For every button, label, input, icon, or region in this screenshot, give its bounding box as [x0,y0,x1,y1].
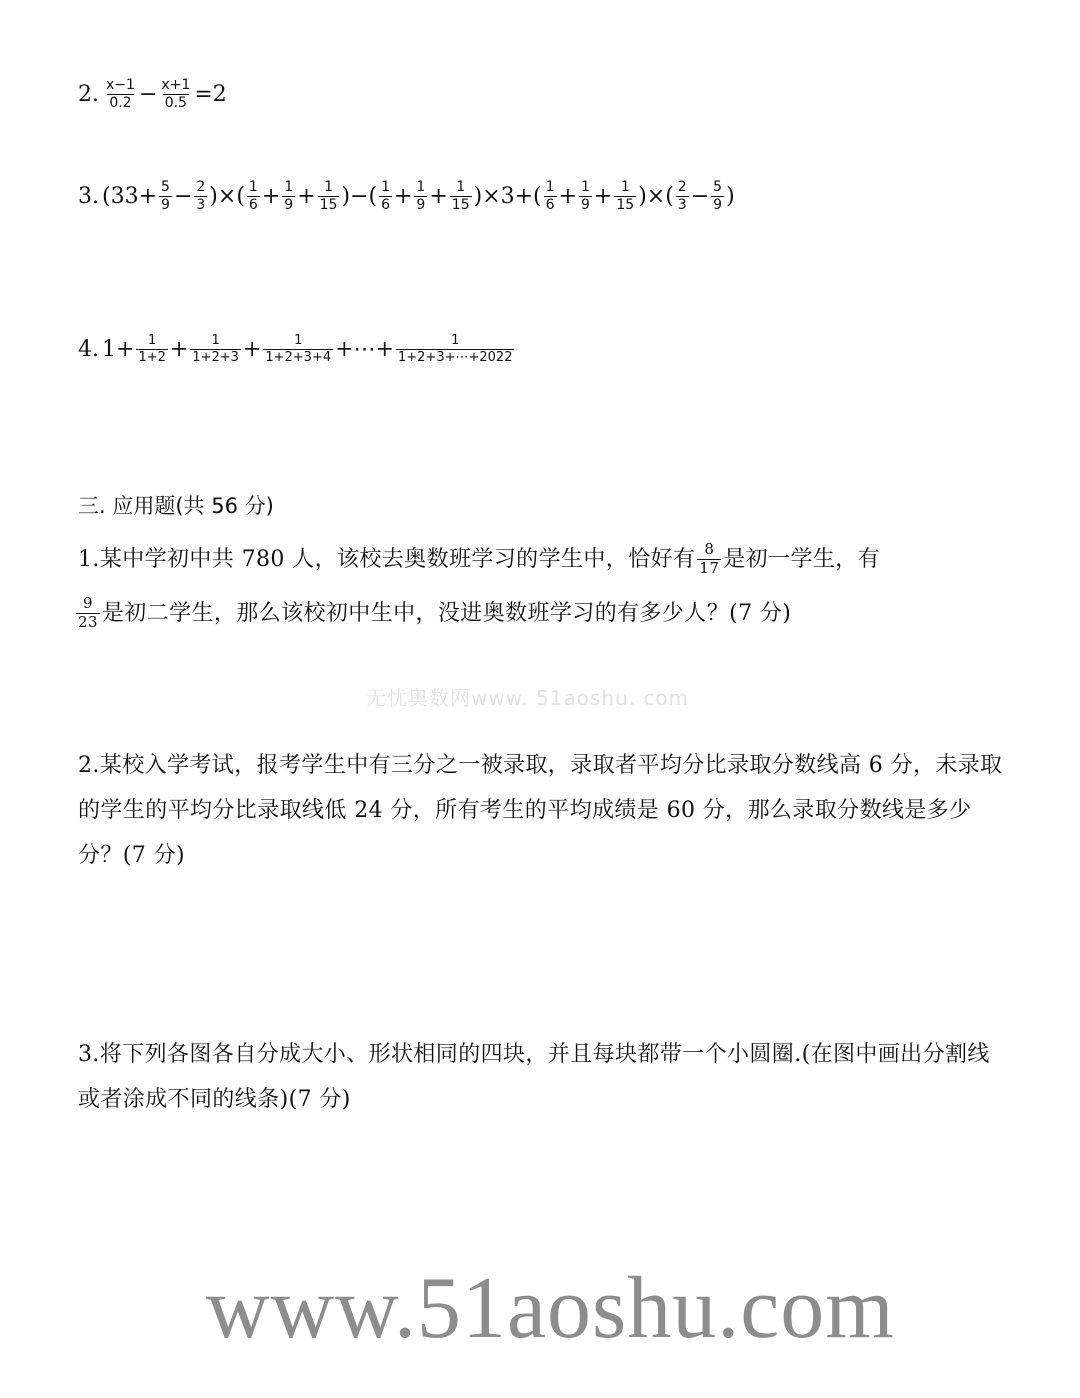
operator: − [138,81,158,107]
fraction: $\frac{1}{1+2+3+4}$ [265,333,332,365]
problem-number: 3. [78,183,99,209]
watermark-text: 无忧奥数网www. 51aoshu. com [366,686,690,710]
section-heading: 三. 应用题(共 56 分) [78,494,274,518]
fraction: $\frac{5}{9}$ [161,179,170,213]
fraction: $\frac{1}{15}$ [616,179,635,213]
calc-problem-2 [78,78,227,110]
word-problem-3: 3.将下列各图各自分成大小、形状相同的四块，并且每块都带一个小圆圈.(在图中画出分割线或者涂成不同的线条)(7 分) [78,1042,990,1112]
calc-problem-4: 4. 1+ $\frac{1}{1+2}$ + $\frac{1}{1+2+3}$ + $\frac{1}{1+2+3+4}$ +⋯+ $\frac{1}{1+2+3+\cdots+2022}$ [78,333,513,365]
calc-problem-3: 3. (33+ $\frac{5}{9}$ − $\frac{2}{3}$ )×( $\frac{1}{6}$ + $\frac{1}{9}$ + $\frac{1}{15}$ )−( $\frac{1}{6}$ + $\frac{1}{9}$ + $\frac{1}{15}$ )×3+( $\frac{1}{6}$ + $\frac{1}{9}$ + $\frac{1}{15}$ )×( $\frac{2}{3}$ − $\frac{5}{9}$ ) [78,179,735,213]
fraction: $\frac{x-1}{0.2}$ [106,77,135,111]
fraction: $\frac{1}{9}$ [284,179,294,213]
fraction: $\frac{5}{9}$ [713,179,723,213]
fraction: $\frac{1}{6}$ [381,179,390,213]
word-problem-1: 1.某中学初中共 780 人，该校去奥数班学习的学生中，恰好有 $\frac{8}{17}$ 是初一学生，有 $\frac{9}{23}$ 是初二学生，那么该校初中生中，没进奥数班学习的有多少人？(7 分) [78,540,881,631]
fraction: $\frac{1}{1+2+3}$ [192,333,239,365]
equation-rhs: =2 [194,81,227,107]
problem-number: 4. [78,336,99,362]
fraction: $\frac{2}{3}$ [196,179,206,213]
fraction: $\frac{1}{6}$ [248,179,258,213]
fraction: $\frac{1}{15}$ [319,179,338,213]
fraction: $\frac{2}{3}$ [677,179,687,213]
fraction: $\frac{1}{6}$ [545,179,555,213]
fraction: $\frac{1}{9}$ [581,179,590,213]
fraction: $\frac{x+1}{0.5}$ [161,77,191,111]
fraction: $\frac{1}{1+2}$ [138,333,166,365]
problem-number: 2. [78,81,99,107]
fraction: $\frac{1}{15}$ [451,179,470,213]
fraction: $\frac{9}{23}$ [78,594,98,631]
fraction: $\frac{1}{1+2+3+\cdots+2022}$ [398,333,513,365]
watermark-logo-text: www.51aoshu.com [206,1260,895,1357]
fraction: $\frac{8}{17}$ [699,540,720,577]
word-problem-2: 2.某校入学考试，报考学生中有三分之一被录取，录取者平均分比录取分数线高 6 分，未录取的学生的平均分比录取线低 24 分，所有考生的平均成绩是 60 分，那么录取分数线是多少分？(7 分) [78,753,1003,868]
fraction: $\frac{1}{9}$ [416,179,426,213]
